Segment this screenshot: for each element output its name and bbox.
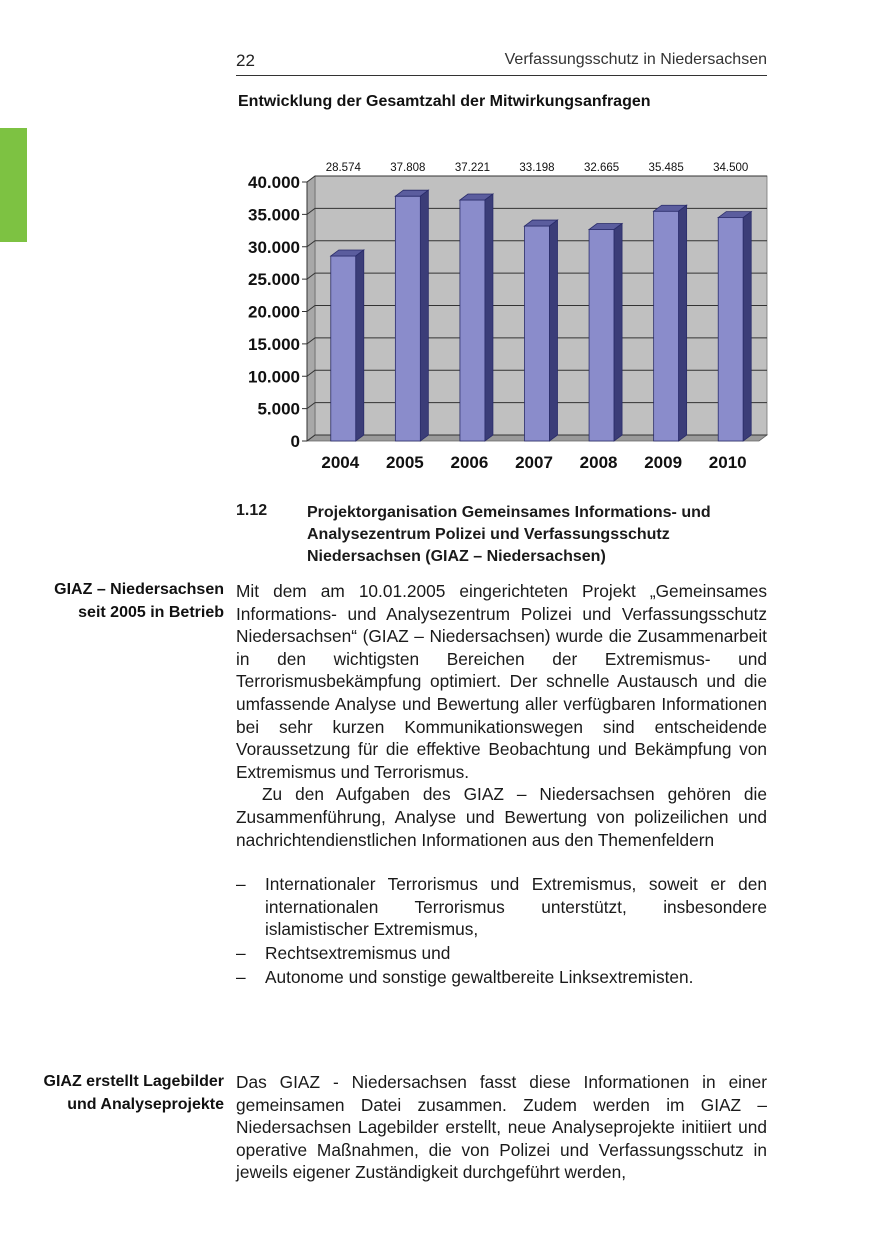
x-tick-label: 2009 (644, 453, 683, 472)
y-tick-label: 5.000 (257, 399, 300, 419)
data-label: 35.485 (648, 162, 684, 174)
y-tick-label: 20.000 (248, 302, 300, 322)
chart-title: Entwicklung der Gesamtzahl der Mitwirkungsanfragen (238, 93, 651, 110)
list-item (236, 966, 767, 989)
y-tick-label: 25.000 (248, 270, 300, 290)
bar-side (743, 212, 751, 441)
section-number: 1.12 (236, 502, 268, 519)
list-item (236, 873, 767, 941)
paragraph-spacer (236, 851, 767, 873)
bar (460, 200, 485, 441)
bar (654, 211, 679, 441)
bar (395, 196, 420, 441)
list-dash: – (236, 966, 246, 987)
x-tick-label: 2005 (385, 453, 424, 472)
bar-side (420, 190, 428, 441)
running-title: Verfassungsschutz in Niedersachsen (504, 51, 767, 68)
x-tick-label: 2010 (708, 453, 747, 472)
body-text-main (236, 580, 767, 989)
chapter-marker-tab (0, 128, 27, 242)
bar-side (485, 194, 493, 441)
bar (589, 229, 614, 441)
bar-side (679, 205, 687, 441)
bar-side (614, 223, 622, 441)
list-dash: – (236, 874, 246, 895)
y-tick-label: 0 (290, 432, 300, 451)
data-label: 28.574 (325, 162, 361, 174)
data-label: 34.500 (713, 162, 749, 174)
data-label: 37.808 (390, 162, 426, 174)
y-tick-label: 35.000 (248, 205, 300, 225)
paragraph-giaz-project: Mit dem am 10.01.2005 eingerichteten Projekt „Gemeinsames Informations- und Analysezentrum Polizei und Verfassungsschutz Niedersachsen“ (GIAZ – Niedersachsen) wurde die Zusammenarbeit in den wichtigsten Bereichen der Extremismus- und Terrorismusbekämpfung optimiert. Der schnelle Austausch und die umfassende Analyse und Bewertung aller verfügbaren Informationen bei sehr kurzen Kommunikationswegen sind entscheidende Voraussetzung für die effektive Beobachtung und Bekämpfung von Extremismus und Terrorismus. (236, 581, 767, 782)
section-title: Projektorganisation Gemeinsames Informations- und Analysezentrum Polizei und Verfassungsschutz Niedersachsen (GIAZ – Niedersachsen) (307, 504, 711, 565)
list-item-text: Internationaler Terrorismus und Extremismus, soweit er den internationalen Terrorismus unterstützt, insbesondere islamistischer Extremismus, (265, 874, 767, 940)
y-tick-label: 40.000 (248, 173, 300, 192)
x-tick-label: 2007 (515, 453, 553, 472)
margin-note-giaz-since-2005: GIAZ – Niedersachsen seit 2005 in Betrieb (54, 581, 224, 621)
y-tick-label: 15.000 (248, 334, 300, 354)
topic-list (236, 873, 767, 988)
body-text-continued (236, 1071, 767, 1184)
bar (718, 218, 743, 441)
x-tick-label: 2006 (450, 453, 489, 472)
margin-note-giaz-lagebilder: GIAZ erstellt Lagebilder und Analyseprojekte (43, 1073, 224, 1113)
y-tick-label: 30.000 (248, 237, 300, 257)
bar-chart (230, 150, 770, 485)
bar (525, 226, 550, 441)
y-tick-label: 10.000 (248, 367, 300, 387)
list-item-text: Rechtsextremismus und (265, 942, 451, 963)
list-item (236, 942, 767, 965)
list-item-text: Autonome und sonstige gewaltbereite Linksextremisten. (265, 966, 694, 987)
paragraph-giaz-tasks: Zu den Aufgaben des GIAZ – Niedersachsen gehören die Zusammenführung, Analyse und Bewertung von polizeilichen und nachrichtendienstlichen Informationen aus den Themenfeldern (236, 784, 767, 850)
bar (331, 256, 356, 441)
page-number: 22 (236, 51, 255, 70)
x-tick-label: 2004 (321, 453, 360, 472)
data-label: 32.665 (583, 162, 620, 174)
data-label: 37.221 (454, 162, 491, 174)
header-rule (236, 75, 767, 76)
bar-side (550, 220, 558, 441)
bar-side (356, 250, 364, 441)
paragraph-giaz-datei: Das GIAZ - Niedersachsen fasst diese Informationen in einer gemeinsamen Datei zusammen. Zudem werden im GIAZ – Niedersachsen Lagebilder erstellt, neue Analyseprojekte initiiert und operative Maßnahmen, die von Polizei und Verfassungsschutz in jeweils eigener Zuständigkeit durchgeführt werden, (236, 1072, 767, 1183)
data-label: 33.198 (519, 162, 555, 174)
list-dash: – (236, 942, 246, 963)
x-tick-label: 2008 (579, 453, 618, 472)
